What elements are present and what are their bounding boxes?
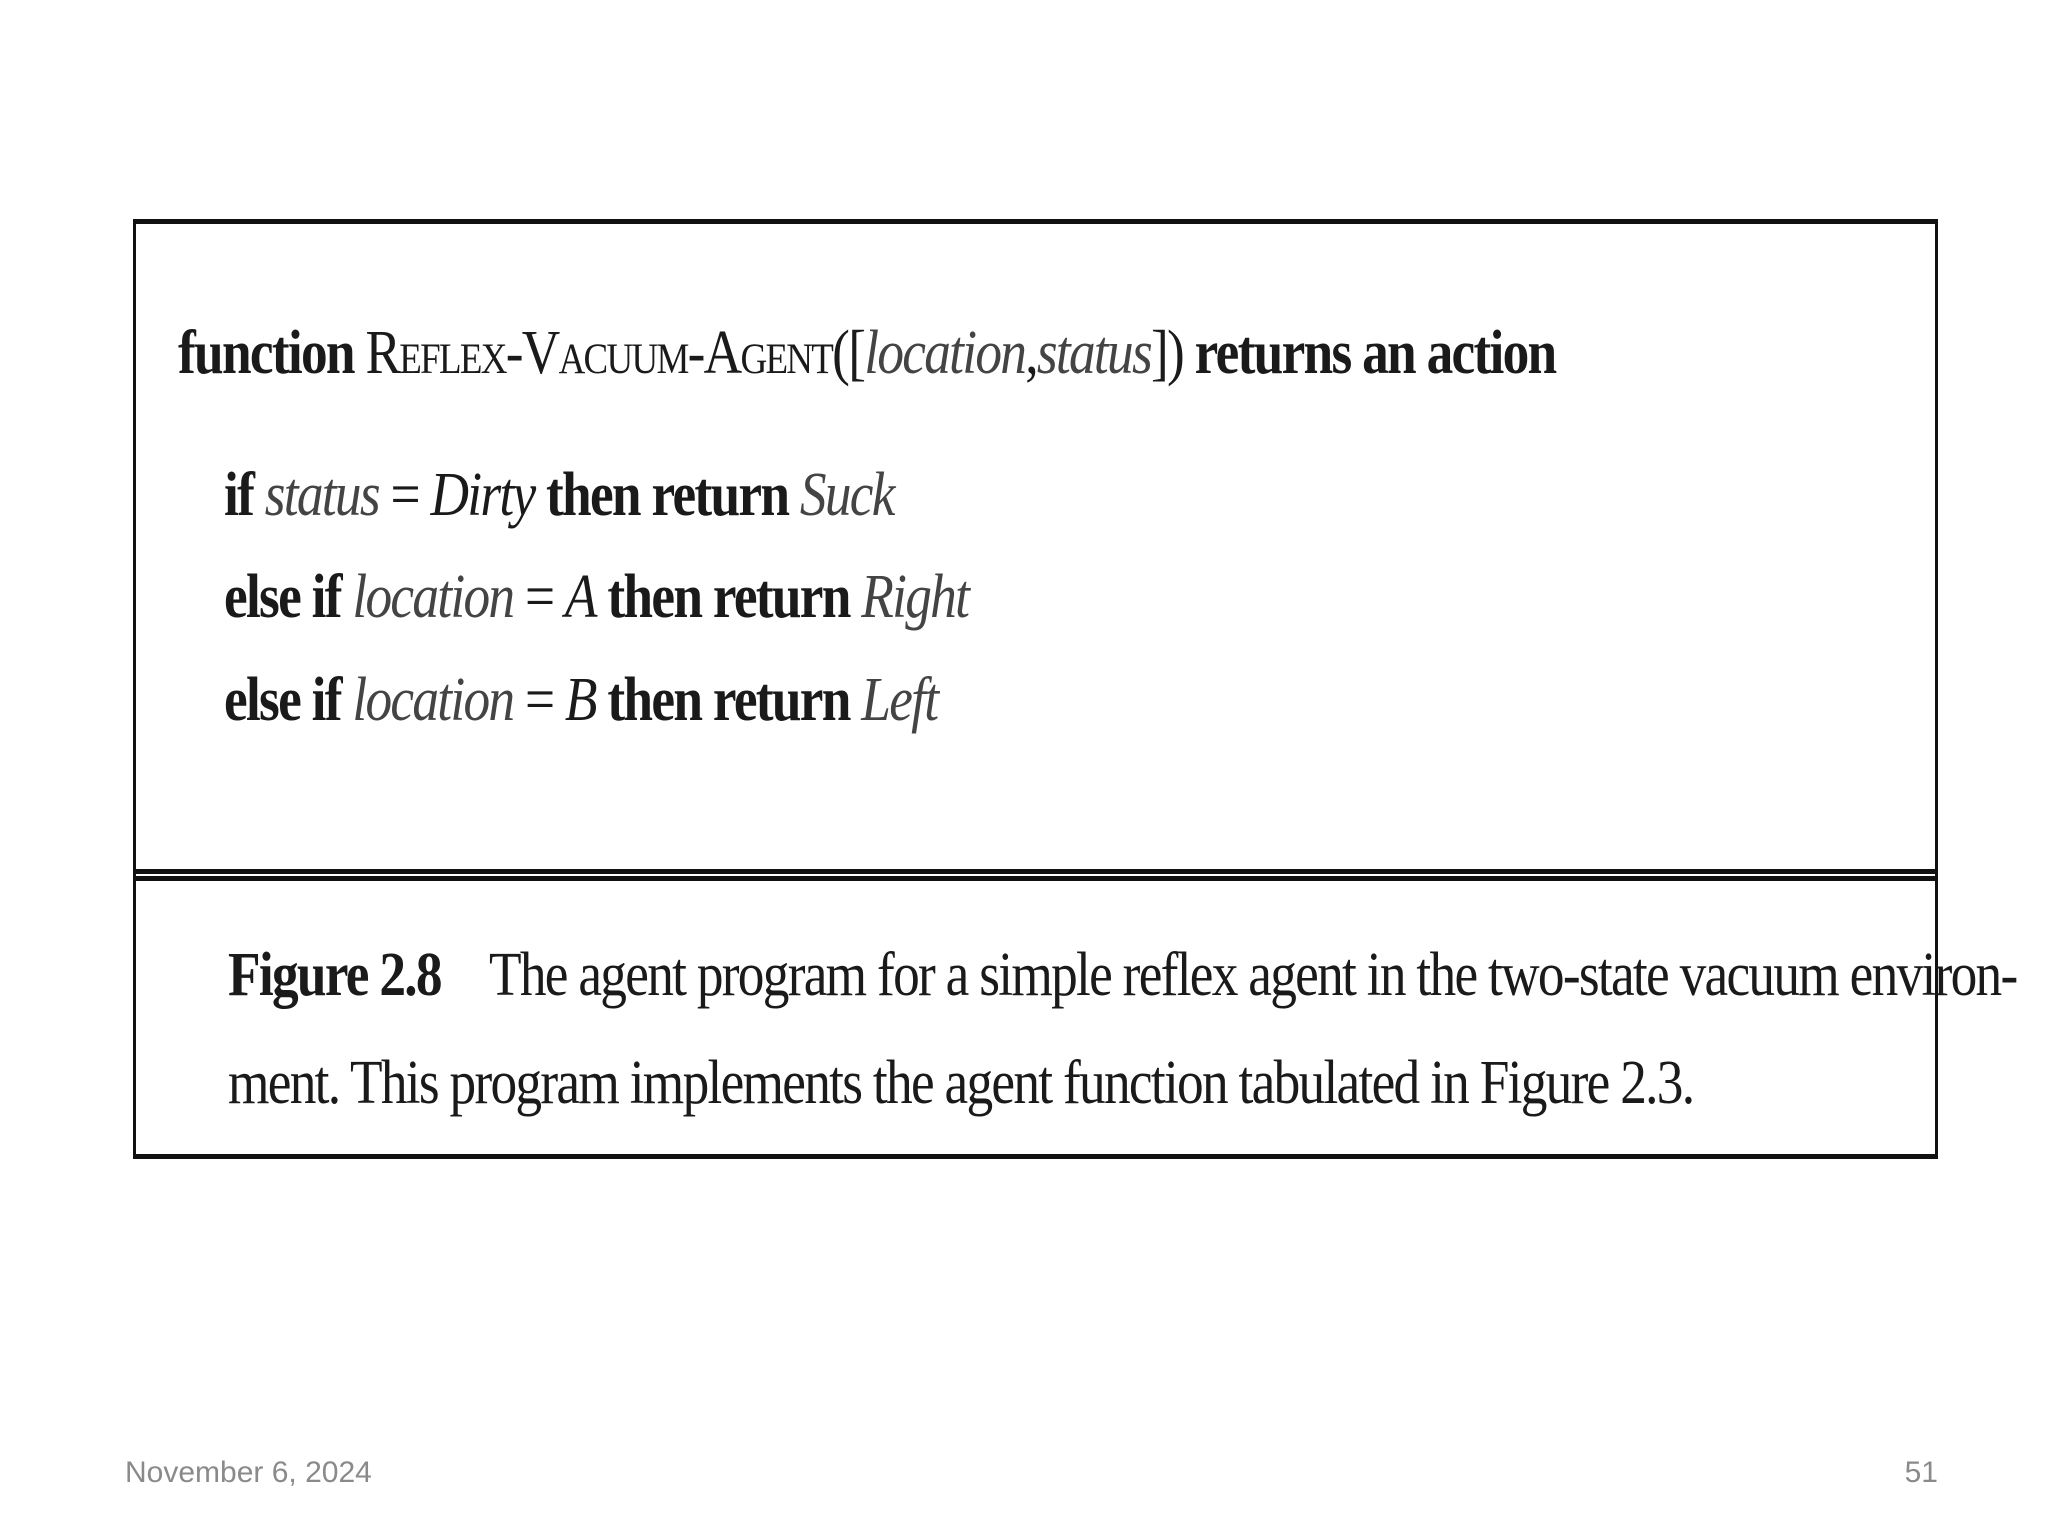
code-variable: location bbox=[352, 666, 514, 734]
code-keyword: else if bbox=[224, 666, 341, 734]
param-status: status bbox=[1036, 319, 1151, 387]
code-line bbox=[224, 562, 968, 633]
figure-caption bbox=[228, 921, 2017, 1137]
code-line bbox=[224, 665, 937, 736]
code-result: Right bbox=[861, 563, 969, 631]
code-operator: = bbox=[524, 563, 554, 631]
figure-label: Figure 2.8 bbox=[228, 941, 441, 1009]
code-line bbox=[224, 460, 894, 531]
returns-clause: returns an action bbox=[1194, 319, 1556, 387]
footer-date: November 6, 2024 bbox=[125, 1456, 372, 1489]
double-rule-divider bbox=[133, 869, 1938, 881]
code-variable: status bbox=[264, 461, 379, 529]
function-signature bbox=[178, 318, 1555, 389]
code-value: B bbox=[564, 666, 596, 734]
pseudocode-area bbox=[136, 224, 1935, 869]
caption-line-1 bbox=[228, 921, 2017, 1029]
code-result: Suck bbox=[799, 461, 894, 529]
signature-comma: , bbox=[1025, 319, 1037, 387]
code-keyword: if bbox=[224, 461, 254, 529]
figure-box bbox=[133, 219, 2017, 1159]
caption-area bbox=[136, 881, 2017, 1154]
code-operator: = bbox=[390, 461, 419, 529]
code-keyword: then return bbox=[607, 563, 850, 631]
signature-close: ]) bbox=[1150, 319, 1184, 387]
code-keyword: then return bbox=[546, 461, 789, 529]
signature-open: ([ bbox=[832, 319, 865, 387]
code-operator: = bbox=[524, 666, 554, 734]
code-value: Dirty bbox=[430, 461, 535, 529]
caption-text-1: The agent program for a simple reflex agent in the two-state vacuum environ- bbox=[489, 941, 2017, 1009]
code-value: A bbox=[564, 563, 596, 631]
code-keyword: then return bbox=[607, 666, 850, 734]
caption-line-2: ment. This program implements the agent function tabulated in Figure 2.3. bbox=[228, 1049, 1694, 1117]
code-keyword: else if bbox=[224, 563, 341, 631]
param-location: location bbox=[864, 319, 1026, 387]
function-keyword: function bbox=[178, 319, 354, 387]
page-number: 51 bbox=[1904, 1456, 1938, 1489]
function-name: Reflex-Vacuum-Agent bbox=[365, 319, 833, 387]
code-result: Left bbox=[861, 666, 938, 734]
code-variable: location bbox=[352, 563, 514, 631]
